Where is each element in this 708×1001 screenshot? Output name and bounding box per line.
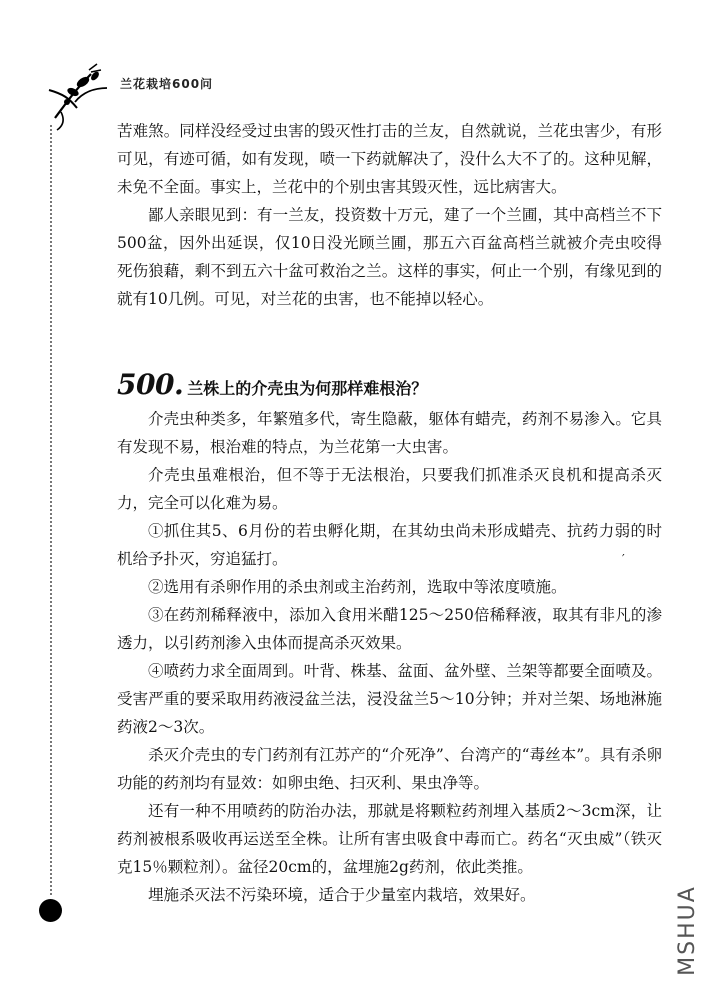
bullet-dot-icon [39, 899, 62, 922]
watermark [672, 875, 702, 985]
question-number: 500. [117, 368, 184, 401]
answer-paragraph: 介壳虫虽难根治，但不等于无法根治，只要我们抓准杀灭良机和提高杀灭力，完全可以化难为易。 [117, 466, 662, 512]
answer-paragraph: 埋施杀灭法不污染环境，适合于少量室内栽培，效果好。 [148, 886, 536, 904]
intro-paragraph: 鄙人亲眼见到：有一兰友，投资数十万元，建了一个兰圃，其中高档兰不下500盆，因外出延误，仅10日没光顾兰圃，那五六百盆高档兰就被介壳虫咬得死伤狼藉，剩不到五六十盆可救治之兰。这样的事实，何止一个别，有缘见到的就有10几例。可见，对兰花的虫害，也不能掉以轻心。 [117, 206, 662, 308]
answer-paragraph: ②选用有杀卵作用的杀虫剂或主治药剂，选取中等浓度喷施。 [148, 578, 567, 596]
answer-paragraph: ③在药剂稀释液中，添加入食用米醋125～250倍稀释液，取其有非凡的渗透力，以引药剂渗入虫体而提高杀灭效果。 [117, 606, 662, 652]
intro-paragraph: 苦难煞。同样没经受过虫害的毁灭性打击的兰友，自然就说，兰花虫害少，有形可见，有迹可循，如有发现，喷一下药就解决了，没什么大不了的。这种见解，未免不全面。事实上，兰花中的个别虫害其毁灭性，远比病害大。 [117, 122, 662, 196]
answer-paragraph: 还有一种不用喷药的防治办法，那就是将颗粒药剂埋入基质2～3cm深，让药剂被根系吸收再运送至全株。让所有害虫吸食中毒而亡。药名“灭虫威”（铁灭克15％颗粒剂）。盆径20cm的，盆埋施2g药剂，依此类推。 [117, 802, 662, 876]
running-head: 兰花栽培600问 [120, 77, 214, 91]
intro-text [117, 117, 662, 313]
answer-text [117, 405, 662, 909]
answer-paragraph: 介壳虫种类多，年繁殖多代，寄生隐蔽，躯体有蜡壳，药剂不易渗入。它具有发现不易，根治难的特点，为兰花第一大虫害。 [117, 410, 662, 456]
margin-dotted-line [50, 125, 52, 895]
question-title: 兰株上的介壳虫为何那样难根治？ [187, 379, 428, 398]
stray-mark: ′ [622, 552, 625, 566]
answer-paragraph: ④喷药力求全面周到。叶背、株基、盆面、盆外壁、兰架等都要全面喷及。受害严重的要采取用药液浸盆兰法，浸没盆兰5～10分钟；并对兰架、场地淋施药液2～3次。 [117, 662, 662, 736]
question-heading [117, 368, 677, 402]
orchid-icon [45, 62, 117, 132]
answer-paragraph: 杀灭介壳虫的专门药剂有江苏产的“介死净”、台湾产的“毒丝本”。具有杀卵功能的药剂均有显效：如卵虫绝、扫灭利、果虫净等。 [117, 746, 662, 792]
watermark-text: MSHUA [674, 884, 700, 976]
answer-paragraph: ①抓住其5、6月份的若虫孵化期，在其幼虫尚未形成蜡壳、抗药力弱的时机给予扑灭，穷追猛打。 [117, 522, 662, 568]
